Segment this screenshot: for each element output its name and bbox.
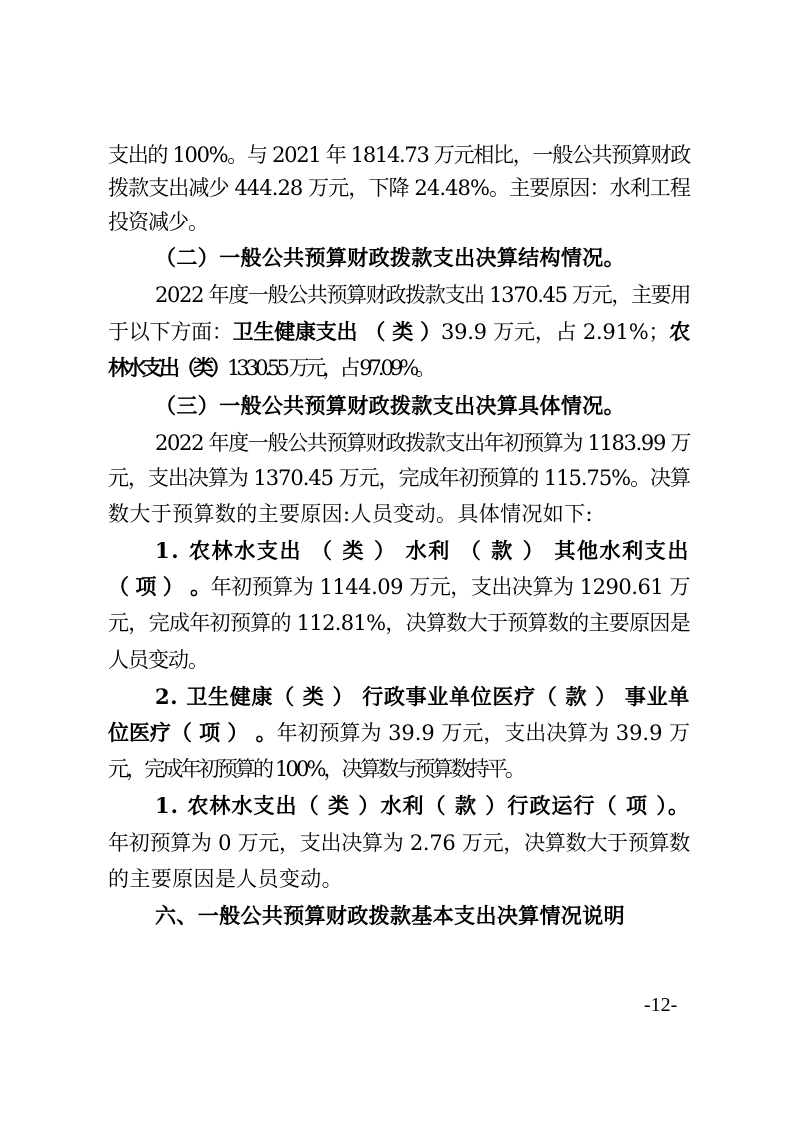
text-line — [155, 424, 690, 462]
text-run: 年初预算为 0 万元，支出决算为 2.76 万元，决算数大于预算数 — [108, 831, 690, 855]
text-run: 2022 年度一般公共预算财政拨款支出年初预算为 1183.99 万 — [155, 431, 690, 455]
text-run: 拨款支出减少 444.28 万元，下降 24.48%。主要原因：水利工程 — [108, 176, 690, 200]
text-line — [155, 532, 690, 570]
text-line — [108, 824, 690, 862]
bold-text-run: 六、一般公共预算财政拨款基本支出决算情况说明 — [155, 903, 625, 928]
text-line — [155, 897, 625, 935]
text-line — [155, 276, 690, 314]
text-run: 数大于预算数的主要原因:人员变动。具体情况如下: — [108, 502, 593, 526]
bold-text-run: （二）一般公共预算财政拨款支出决算结构情况。 — [155, 245, 625, 270]
text-run: 39.9 万元，占 2.91%； — [440, 320, 670, 344]
text-run: 于以下方面： — [108, 320, 233, 344]
bold-text-run: （ 项 ） 。 — [108, 574, 211, 599]
bold-text-run: 位医疗（ 项 ） 。 — [108, 720, 277, 745]
text-line — [108, 568, 690, 606]
text-run: 年初预算为 1144.09 万元，支出决算为 1290.61 万 — [210, 575, 690, 599]
text-line — [155, 678, 690, 716]
text-line — [108, 495, 593, 533]
text-run: 2022 年度一般公共预算财政拨款支出 1370.45 万元，主要用 — [155, 283, 690, 307]
text-line — [108, 203, 208, 241]
text-run: 的主要原因是人员变动。 — [108, 867, 343, 891]
bold-text-run: 1. 农林水支出 （ 类 ） 水利 （ 款 ） 其他水利支出 — [155, 538, 690, 563]
text-line — [108, 169, 690, 207]
bold-text-run: 林水支出（类） — [108, 355, 227, 380]
text-line — [155, 787, 690, 825]
text-run: 元，支出决算为 1370.45 万元，完成年初预算的 115.75%。决算 — [108, 466, 690, 490]
text-run: 投资减少。 — [108, 210, 208, 234]
text-line — [108, 714, 690, 752]
text-line — [108, 860, 343, 898]
text-run: 元，完成年初预算的 100%，决算数与预算数持平。 — [108, 757, 523, 781]
text-run: 支出的 100%。与 2021 年 1814.73 万元相比，一般公共预算财政 — [108, 143, 690, 167]
text-line — [108, 604, 690, 642]
text-line — [108, 641, 208, 679]
bold-text-run: （三）一般公共预算财政拨款支出决算具体情况。 — [155, 393, 625, 418]
text-run: 1330.55 万元，占 97.09%。 — [227, 356, 433, 380]
page-number: -12- — [644, 994, 678, 1016]
bold-text-run: 卫生健康支出 （ 类 ） — [232, 319, 441, 344]
text-run: 人员变动。 — [108, 648, 208, 672]
text-line — [155, 239, 625, 277]
text-line — [108, 750, 523, 788]
bold-text-run: 农 — [669, 319, 691, 344]
text-run: 年初预算为 39.9 万元，支出决算为 39.9 万 — [276, 721, 691, 745]
bold-text-run: 1. 农林水支出（ 类 ）水利（ 款 ）行政运行（ 项 ）。 — [155, 793, 690, 818]
text-line — [108, 349, 432, 387]
text-line — [155, 387, 625, 425]
text-run: 元，完成年初预算的 112.81%，决算数大于预算数的主要原因是 — [108, 611, 690, 635]
bold-text-run: 2. 卫生健康（ 类 ） 行政事业单位医疗（ 款 ） 事业单 — [155, 684, 690, 709]
text-line — [108, 313, 690, 351]
text-line — [108, 459, 690, 497]
